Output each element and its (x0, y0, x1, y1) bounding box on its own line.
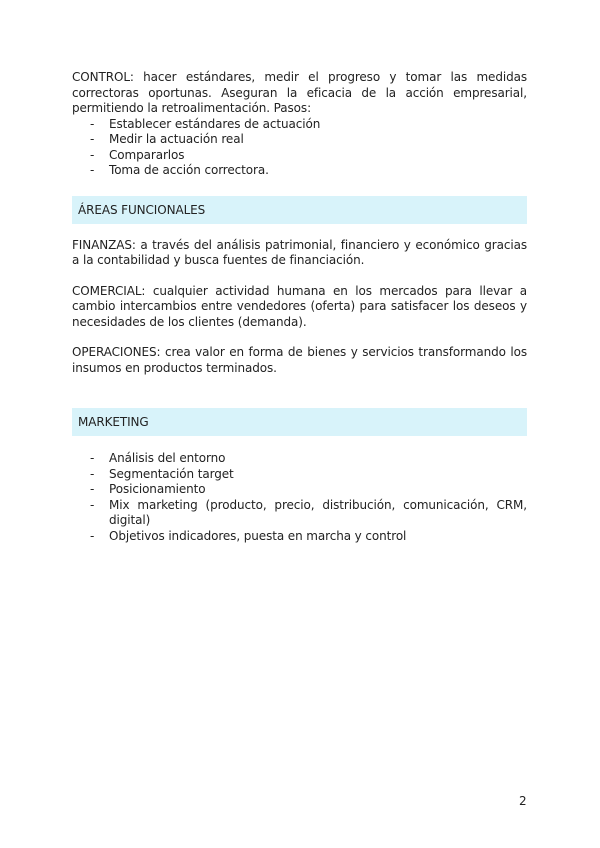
dash-bullet: - (90, 497, 95, 512)
section-header-areas-funcionales: ÁREAS FUNCIONALES (72, 196, 527, 224)
dash-bullet: - (90, 147, 95, 162)
list-item: - Mix marketing (producto, precio, distribución, comunicación, CRM, digital) (90, 497, 527, 527)
dash-bullet: - (90, 116, 95, 131)
dash-bullet: - (90, 451, 95, 465)
list-item: - Segmentación target (90, 466, 234, 481)
section-header-marketing: MARKETING (72, 408, 527, 436)
document-page (72, 70, 527, 544)
comercial-paragraph: COMERCIAL: cualquier actividad humana en los mercados para llevar a cambio intercambios entre vendedores (oferta) para satisfacer los deseos y necesidades de los clientes (demanda). (72, 283, 527, 329)
list-item: - Objetivos indicadores, puesta en marcha y control (90, 528, 407, 543)
dash-bullet: - (90, 528, 95, 543)
finanzas-paragraph: FINANZAS: a través del análisis patrimonial, financiero y económico gracias a la contabilidad y busca fuentes de financiación. (72, 237, 527, 267)
dash-bullet: - (90, 132, 95, 146)
list-item: - Toma de acción correctora. (90, 163, 269, 177)
list-item: - Establecer estándares de actuación (90, 116, 321, 131)
list-item: - Posicionamiento (90, 482, 206, 496)
page-number: 2 (519, 794, 527, 808)
list-item: - Medir la actuación real (90, 132, 244, 146)
dash-bullet: - (90, 482, 95, 496)
marketing-list (72, 451, 527, 544)
operaciones-paragraph: OPERACIONES: crea valor en forma de bienes y servicios transformando los insumos en productos terminados. (72, 345, 527, 375)
control-paragraph: CONTROL: hacer estándares, medir el progreso y tomar las medidas correctoras oportunas. Aseguran la eficacia de la acción empresarial, permitiendo la retroalimentación. Pasos: (72, 70, 527, 115)
list-item: - Análisis del entorno (90, 451, 226, 465)
control-steps-list (72, 117, 527, 179)
dash-bullet: - (90, 466, 95, 481)
dash-bullet: - (90, 163, 95, 177)
list-item: - Compararlos (90, 147, 185, 162)
